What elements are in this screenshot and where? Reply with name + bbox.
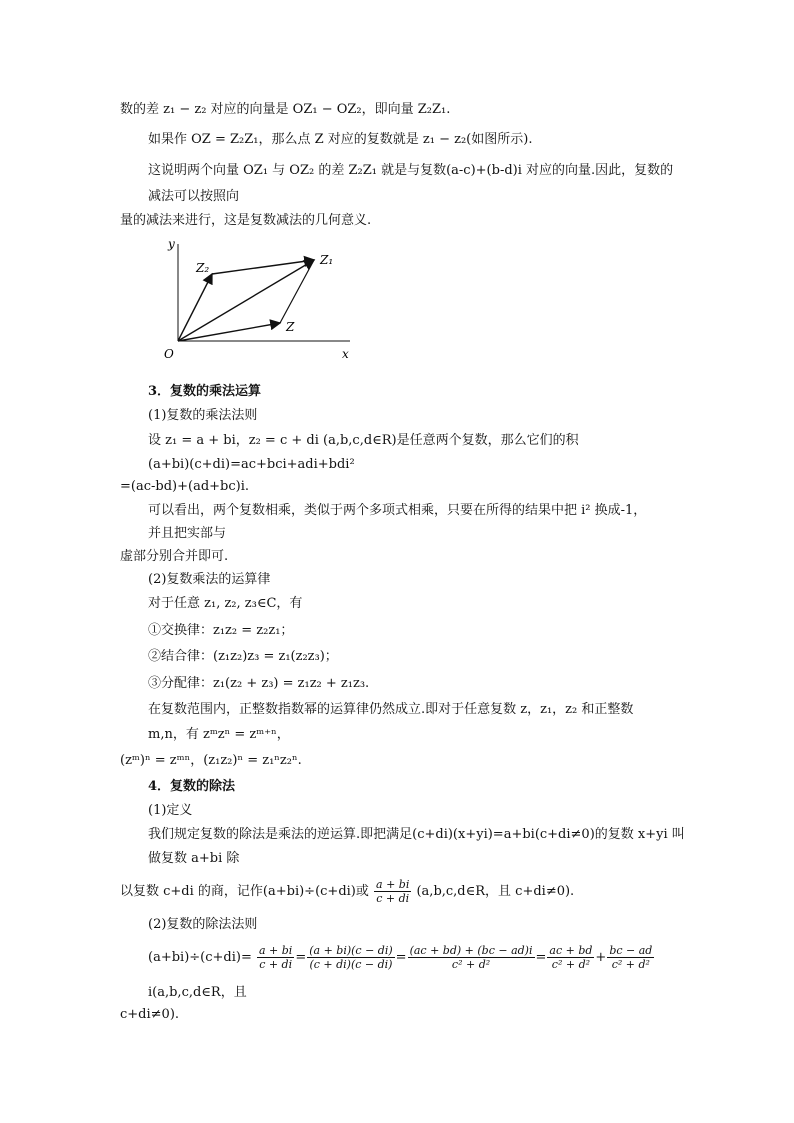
text-line: 并且把实部与 [148,526,227,541]
text-line: m,n，有 zᵐzⁿ = zᵐ⁺ⁿ， [148,727,290,742]
fraction-numerator: ac + bd [549,944,593,957]
law-distributive: ③分配律：z₁(z₂ + z₃) = z₁z₂ + z₁z₃. [148,676,370,691]
text-line: 我们规定复数的除法是乘法的逆运算.即把满足(c+di)(x+yi)=a+bi(c+di≠0)的复数 x+yi 叫 [148,827,685,842]
text-line: c+di≠0). [120,1007,180,1022]
formula-line: (a+bi)(c+di)=ac+bci+adi+bdi² [148,457,355,472]
subsection-heading: (2)复数乘法的运算律 [148,572,271,587]
law-commutative: ①交换律：z₁z₂ = z₂z₁； [148,623,294,638]
text-segment: (a+bi)÷(c+di)= [148,950,252,965]
vector-z2z1 [212,260,314,274]
text-line: 减法可以按照向 [148,189,240,204]
division-rule-formula: (a+bi)÷(c+di)= $\frac{a + bi}{c + di}$ = $\frac{(a + bi)(c - di)}{(c + di)(c - di)}$ = $\frac{(ac + bd) + (bc - ad)i}{\text{c² + d²}}$ = $\frac{ac + bd}{\text{c² + d²}}$ + $\frac{bc - ad}{\text{c² + d²}}$ [148,944,653,971]
vector-subtraction-figure [160,236,360,366]
section-heading: 4．复数的除法 [148,779,236,794]
fraction-numerator: a + bi [376,878,410,891]
section-heading: 3．复数的乘法运算 [148,384,262,399]
fraction [547,944,594,971]
text-line: 这说明两个向量 OZ₁ 与 OZ₂ 的差 Z₂Z₁ 就是与复数(a-c)+(b-d)i 对应的向量.因此，复数的 [148,163,674,178]
fraction [257,944,294,971]
text-line: 量的减法来进行，这是复数减法的几何意义. [120,213,372,228]
fraction-denominator: c + di [376,892,410,905]
fraction [408,944,535,971]
z2-label: Z₂ [196,261,210,275]
z-label: Z [286,320,295,334]
fraction [374,878,411,905]
origin-label: O [164,347,174,361]
text-line: 设 z₁ = a + bi，z₂ = c + di (a,b,c,d∈R)是任意两个复数，那么它们的积 [148,433,579,448]
subsection-heading: (2)复数的除法法则 [148,917,258,932]
y-label: y [168,237,175,251]
text-line: 数的差 z₁ − z₂ 对应的向量是 OZ₁ − OZ₂，即向量 Z₂Z₁. [120,102,451,117]
fraction-denominator: (c + di)(c − di) [309,958,393,971]
fraction-numerator: (a + bi)(c − di) [309,944,393,957]
fraction [607,944,654,971]
quotient-definition-line [120,878,720,905]
fraction-denominator: c² + d² [611,958,650,971]
fraction-numerator: bc − ad [609,944,653,957]
subsection-heading: (1)复数的乘法法则 [148,408,258,423]
fraction-denominator: c² + d² [551,958,591,971]
text-line: 在复数范围内，正整数指数幂的运算律仍然成立.即对于任意复数 z，z₁，z₂ 和正整数 [148,702,634,717]
z1-label: Z₁ [320,253,334,267]
subsection-heading: (1)定义 [148,803,193,818]
x-label: x [342,347,349,361]
fraction-denominator: c + di [259,958,293,971]
text-line: i(a,b,c,d∈R，且 [148,985,247,1000]
fraction [307,944,394,971]
text-line: 如果作 OZ = Z₂Z₁，那么点 Z 对应的复数就是 z₁ − z₂(如图所示). [148,132,533,147]
formula-line: (zᵐ)ⁿ = zᵐⁿ，(z₁z₂)ⁿ = z₁ⁿz₂ⁿ. [120,753,302,768]
text-segment: (a,b,c,d∈R，且 c+di≠0). [416,884,575,899]
text-segment: 以复数 c+di 的商，记作(a+bi)÷(c+di)或 [120,884,369,899]
text-line: 虚部分别合并即可. [120,549,229,564]
fraction-denominator: c² + d² [451,958,491,971]
text-line: 可以看出，两个复数相乘，类似于两个多项式相乘，只要在所得的结果中把 i² 换成-1， [148,503,647,518]
fraction-numerator: a + bi [259,944,293,957]
formula-line: =(ac-bd)+(ad+bc)i. [120,479,249,494]
fraction-numerator: (ac + bd) + (bc − ad)i [409,944,533,957]
text-line: 做复数 a+bi 除 [148,851,240,866]
law-associative: ②结合律：(z₁z₂)z₃ = z₁(z₂z₃)； [148,649,338,664]
text-line: 对于任意 z₁, z₂, z₃∈C，有 [148,596,303,611]
